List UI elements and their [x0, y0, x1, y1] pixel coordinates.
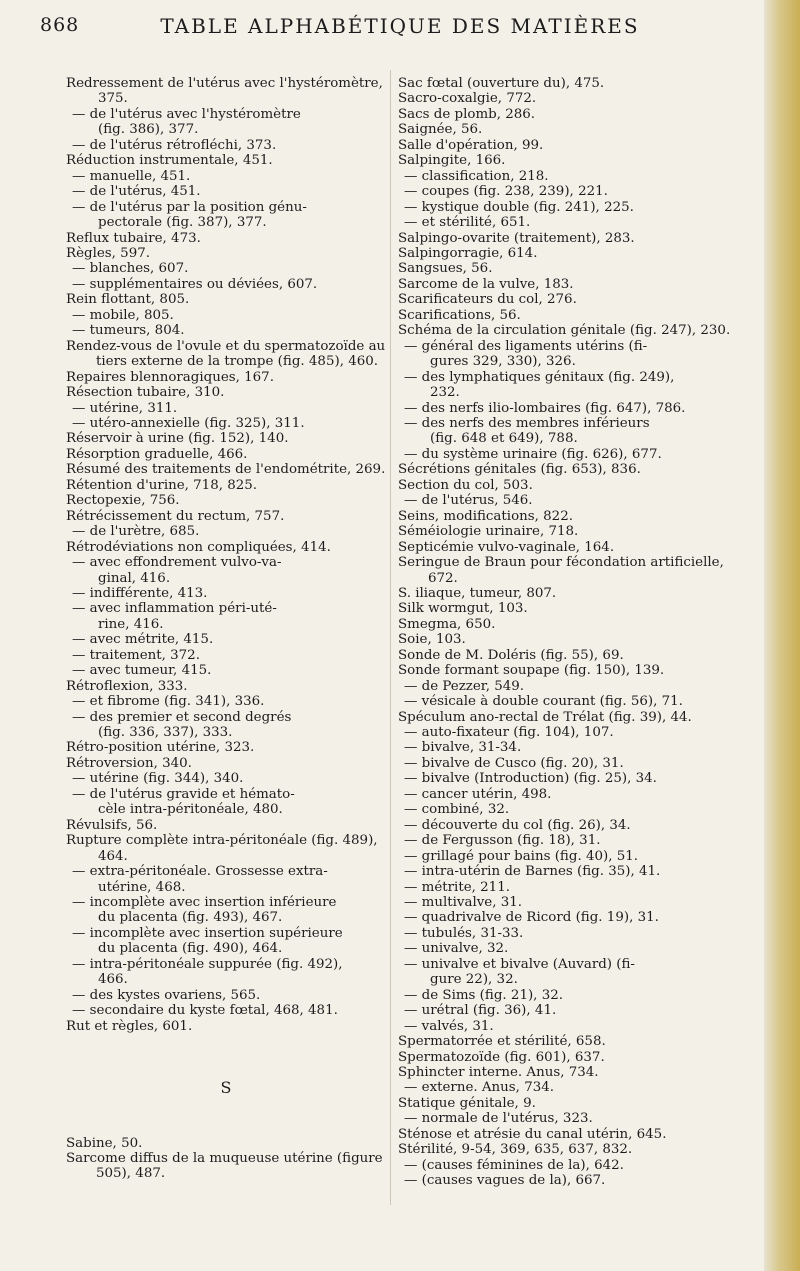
- index-subentry: — de l'utérus gravide et hémato-: [72, 786, 295, 802]
- index-subentry: rine, 416.: [98, 616, 164, 632]
- index-subentry: du placenta (fig. 490), 464.: [98, 941, 283, 957]
- index-entry: Rétro-position utérine, 323.: [66, 740, 255, 756]
- index-subentry: — vésicale à double courant (fig. 56), 71.: [404, 694, 683, 710]
- index-subentry: — utéro-annexielle (fig. 325), 311.: [72, 415, 305, 431]
- index-entry: Sphincter interne. Anus, 734.: [398, 1065, 599, 1080]
- index-subentry: — de l'urètre, 685.: [72, 524, 200, 540]
- index-subentry: — de l'utérus, 546.: [404, 493, 533, 509]
- index-subentry: gure 22), 32.: [430, 972, 518, 988]
- index-entry: Salpingo-ovarite (traitement), 283.: [398, 230, 635, 246]
- index-subentry: — cancer utérin, 498.: [404, 786, 552, 802]
- index-entry: Sarcome de la vulve, 183.: [398, 276, 574, 292]
- index-subentry: — manuelle, 451.: [72, 168, 191, 184]
- index-entry: Rendez-vous de l'ovule et du spermatozoïde au tiers externe de la trompe (fig. 485), 460.: [66, 338, 386, 370]
- index-subentry: — multivalve, 31.: [404, 895, 523, 911]
- index-entry: Rétrodéviations non compliquées, 414.: [66, 539, 331, 555]
- index-subentry: — de Pezzer, 549.: [404, 678, 525, 694]
- index-subentry: — des premier et second degrés: [72, 709, 292, 725]
- index-entry: Statique génitale, 9.: [398, 1095, 536, 1111]
- index-subentry: 232.: [430, 385, 460, 401]
- page-number: 868: [40, 14, 80, 36]
- index-entry: Scarifications, 56.: [398, 307, 521, 323]
- index-subentry: ginal, 416.: [98, 570, 171, 586]
- index-subentry: — avec effondrement vulvo-va-: [72, 555, 282, 571]
- index-entry: Smegma, 650.: [398, 616, 496, 632]
- index-entry: Rein flottant, 805.: [66, 292, 190, 308]
- index-subentry: — avec tumeur, 415.: [72, 663, 212, 679]
- index-subentry: pectorale (fig. 387), 377.: [98, 215, 267, 231]
- index-entry: Révulsifs, 56.: [66, 817, 158, 833]
- index-subentry: — des lymphatiques génitaux (fig. 249),: [404, 369, 675, 385]
- index-entry: Silk wormgut, 103.: [398, 601, 528, 617]
- index-subentry: — coupes (fig. 238, 239), 221.: [404, 184, 608, 200]
- index-entry: Reflux tubaire, 473.: [66, 230, 201, 246]
- index-subentry: cèle intra-péritonéale, 480.: [98, 802, 283, 818]
- index-subentry: — de l'utérus, 451.: [72, 184, 201, 200]
- index-entry: Sarcome diffus de la muqueuse utérine (figure 505), 487.: [66, 1151, 383, 1182]
- index-subentry: — et fibrome (fig. 341), 336.: [72, 694, 265, 710]
- index-subentry: — découverte du col (fig. 26), 34.: [404, 817, 631, 833]
- index-entry: Stérilité, 9-54, 369, 635, 637, 832.: [398, 1142, 633, 1158]
- index-entry: Sténose et atrésie du canal utérin, 645.: [398, 1126, 667, 1142]
- index-entry: Seringue de Braun pour fécondation artificielle, 672.: [398, 555, 724, 586]
- index-subentry: (fig. 386), 377.: [98, 122, 199, 138]
- index-subentry: — combiné, 32.: [404, 802, 510, 818]
- index-subentry: — des nerfs des membres inférieurs: [404, 415, 650, 431]
- index-entry: S. iliaque, tumeur, 807.: [398, 585, 557, 601]
- index-entry: Soie, 103.: [398, 632, 466, 648]
- index-entry: Spermatozoïde (fig. 601), 637.: [398, 1049, 605, 1065]
- index-subentry: — bivalve (Introduction) (fig. 25), 34.: [404, 771, 657, 787]
- index-subentry: — traitement, 372.: [72, 647, 200, 663]
- index-subentry: — de l'utérus rétrofléchi, 373.: [72, 137, 277, 153]
- index-subentry: — bivalve de Cusco (fig. 20), 31.: [404, 755, 624, 771]
- index-entry: Rétroflexion, 333.: [66, 678, 188, 694]
- index-subentry: — des nerfs ilio-lombaires (fig. 647), 786.: [404, 400, 686, 416]
- column-divider: [390, 70, 391, 1205]
- page-edge: [764, 0, 800, 1271]
- index-entry: Sonde formant soupape (fig. 150), 139.: [398, 663, 665, 679]
- index-entry: Rut et règles, 601.: [66, 1018, 193, 1034]
- index-entry: Redressement de l'utérus avec l'hystéromètre,: [66, 76, 383, 91]
- index-subentry: — kystique double (fig. 241), 225.: [404, 199, 634, 215]
- index-subentry: — utérine, 311.: [72, 400, 178, 416]
- index-subentry: — grillagé pour bains (fig. 40), 51.: [404, 848, 639, 864]
- index-entry: Séméiologie urinaire, 718.: [398, 524, 579, 540]
- index-subentry: — général des ligaments utérins (fi-: [404, 338, 648, 354]
- index-subentry: — blanches, 607.: [72, 261, 189, 277]
- index-entry: Résorption graduelle, 466.: [66, 446, 248, 462]
- index-subentry: 466.: [98, 972, 128, 988]
- index-subentry: — univalve, 32.: [404, 941, 509, 957]
- index-entry: Sécrétions génitales (fig. 653), 836.: [398, 462, 641, 478]
- index-entry: Réservoir à urine (fig. 152), 140.: [66, 431, 289, 447]
- index-entry: Seins, modifications, 822.: [398, 508, 573, 524]
- index-entry: Schéma de la circulation génitale (fig. 247), 230.: [398, 323, 731, 339]
- page-header: [40, 14, 740, 50]
- index-subentry: — tumeurs, 804.: [72, 323, 185, 339]
- index-subentry: — utérine (fig. 344), 340.: [72, 771, 244, 787]
- index-subentry: — supplémentaires ou déviées, 607.: [72, 276, 318, 292]
- index-subentry: utérine, 468.: [98, 879, 186, 895]
- index-subentry: 375.: [98, 91, 128, 107]
- index-entry: Sacs de plomb, 286.: [398, 106, 536, 122]
- index-entry: Rupture complète intra-péritonéale (fig. 489),: [66, 833, 378, 849]
- index-subentry: — externe. Anus, 734.: [404, 1080, 555, 1096]
- index-entry: Sacro-coxalgie, 772.: [398, 91, 537, 107]
- index-entry: Rétention d'urine, 718, 825.: [66, 477, 258, 493]
- index-subentry: — du système urinaire (fig. 626), 677.: [404, 446, 662, 462]
- index-subentry: (fig. 648 et 649), 788.: [430, 431, 578, 447]
- index-subentry: — (causes féminines de la), 642.: [404, 1157, 624, 1173]
- index-subentry: — de Sims (fig. 21), 32.: [404, 987, 563, 1003]
- index-subentry: — intra-utérin de Barnes (fig. 35), 41.: [404, 864, 661, 880]
- index-subentry: — de l'utérus par la position génu-: [72, 199, 307, 215]
- index-subentry: — de l'utérus avec l'hystéromètre: [72, 106, 301, 122]
- index-entry: Rectopexie, 756.: [66, 493, 180, 509]
- index-entry: Saignée, 56.: [398, 122, 483, 138]
- index-subentry: — urétral (fig. 36), 41.: [404, 1003, 557, 1019]
- index-subentry: — indifférente, 413.: [72, 585, 208, 601]
- index-subentry: — tubulés, 31-33.: [404, 925, 524, 941]
- index-column-right: [398, 76, 748, 1189]
- index-subentry: — avec métrite, 415.: [72, 632, 214, 648]
- index-subentry: — (causes vagues de la), 667.: [404, 1173, 606, 1189]
- index-subentry: — avec inflammation péri-uté-: [72, 601, 277, 617]
- index-column-left: [66, 76, 386, 1182]
- index-entry: Rétroversion, 340.: [66, 755, 192, 771]
- index-subentry: — et stérilité, 651.: [404, 215, 531, 231]
- index-entry: Sangsues, 56.: [398, 261, 493, 277]
- index-entry: Sonde de M. Doléris (fig. 55), 69.: [398, 647, 624, 663]
- index-entry: Spéculum ano-rectal de Trélat (fig. 39), 44.: [398, 709, 692, 725]
- index-subentry: — de Fergusson (fig. 18), 31.: [404, 833, 601, 849]
- index-entry: Septicémie vulvo-vaginale, 164.: [398, 539, 615, 555]
- index-subentry: — incomplète avec insertion inférieure: [72, 895, 337, 911]
- index-subentry: — univalve et bivalve (Auvard) (fi-: [404, 956, 635, 972]
- index-entry: Section du col, 503.: [398, 477, 533, 493]
- index-entry: Spermatorrée et stérilité, 658.: [398, 1034, 606, 1050]
- index-entry: Résumé des traitements de l'endométrite, 269.: [66, 462, 386, 478]
- index-entry: Règles, 597.: [66, 245, 150, 261]
- index-entry: Salpingite, 166.: [398, 153, 506, 169]
- index-subentry: — extra-péritonéale. Grossesse extra-: [72, 864, 328, 880]
- section-letter: S: [220, 1078, 232, 1098]
- index-subentry: — quadrivalve de Ricord (fig. 19), 31.: [404, 910, 659, 926]
- index-subentry: — métrite, 211.: [404, 879, 510, 895]
- index-entry: Scarificateurs du col, 276.: [398, 292, 577, 308]
- index-subentry: 464.: [98, 848, 128, 864]
- index-entry: Sabine, 50.: [66, 1135, 143, 1151]
- running-title: TABLE ALPHABÉTIQUE DES MATIÈRES: [160, 14, 640, 38]
- index-entry: Rétrécissement du rectum, 757.: [66, 508, 285, 524]
- index-entry: Salpingorragie, 614.: [398, 245, 538, 261]
- index-subentry: — intra-péritonéale suppurée (fig. 492),: [72, 956, 343, 972]
- index-subentry: — mobile, 805.: [72, 307, 174, 323]
- index-subentry: — classification, 218.: [404, 168, 549, 184]
- index-subentry: (fig. 336, 337), 333.: [98, 725, 233, 741]
- index-subentry: — incomplète avec insertion supérieure: [72, 925, 343, 941]
- index-entry: Salle d'opération, 99.: [398, 137, 544, 153]
- index-subentry: — valvés, 31.: [404, 1018, 494, 1034]
- index-subentry: — auto-fixateur (fig. 104), 107.: [404, 725, 614, 741]
- index-subentry: — des kystes ovariens, 565.: [72, 987, 261, 1003]
- index-entry: Réduction instrumentale, 451.: [66, 153, 273, 169]
- index-subentry: — bivalve, 31-34.: [404, 740, 522, 756]
- index-subentry: du placenta (fig. 493), 467.: [98, 910, 283, 926]
- index-entry: Sac fœtal (ouverture du), 475.: [398, 76, 605, 91]
- index-subentry: gures 329, 330), 326.: [430, 354, 576, 370]
- index-entry: Résection tubaire, 310.: [66, 385, 225, 401]
- index-subentry: — normale de l'utérus, 323.: [404, 1111, 593, 1127]
- index-subentry: — secondaire du kyste fœtal, 468, 481.: [72, 1003, 338, 1019]
- index-entry: Repaires blennoragiques, 167.: [66, 369, 274, 385]
